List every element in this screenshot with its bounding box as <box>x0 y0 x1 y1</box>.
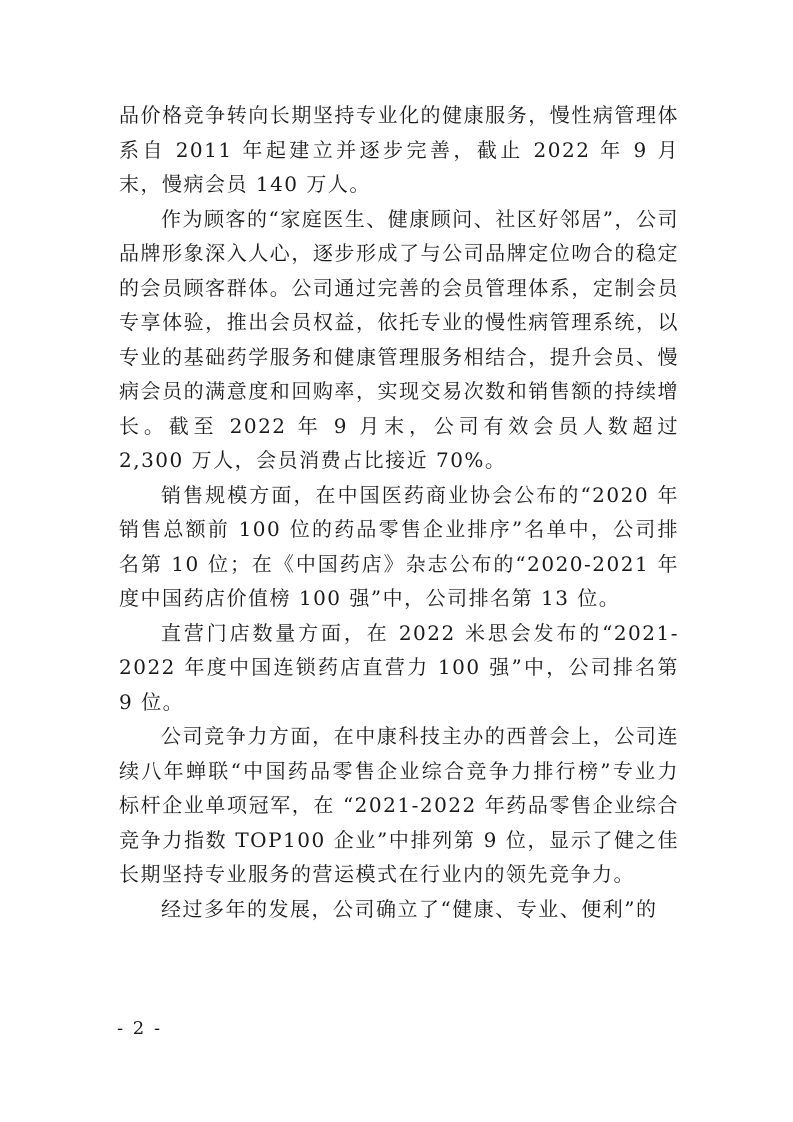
paragraph-store-count: 直营门店数量方面，在 2022 米思会发布的“2021-2022 年度中国连锁药店直营力 100 强”中，公司排名第 9 位。 <box>119 620 679 714</box>
paragraph-continuation: 品价格竞争转向长期坚持专业化的健康服务，慢性病管理体系自 2011 年起建立并逐步完善，截止 2022 年 9 月末，慢病会员 140 万人。 <box>119 103 679 196</box>
page-number: - 2 - <box>117 1018 163 1039</box>
paragraph-competitiveness: 公司竞争力方面，在中康科技主办的西普会上，公司连续八年蝉联“中国药品零售企业综合竞争力排行榜”专业力标杆企业单项冠军，在 “2021-2022 年药品零售企业综合竞争力指数 TOP100 企业”中排列第 9 位，显示了健之佳长期坚持专业服务的营运模式在行业内的领先竞争力。 <box>119 724 679 886</box>
paragraph-member-group: 作为顾客的“家庭医生、健康顾问、社区好邻居”，公司品牌形象深入人心，逐步形成了与公司品牌定位吻合的稳定的会员顾客群体。公司通过完善的会员管理体系，定制会员专享体验，推出会员权益，依托专业的慢性病管理系统，以专业的基础药学服务和健康管理服务相结合，提升会员、慢病会员的满意度和回购率，实现交易次数和销售额的持续增长。截至 2022 年 9 月末，公司有效会员人数超过 2,300 万人，会员消费占比接近 70%。 <box>119 206 679 472</box>
body-text <box>119 98 679 926</box>
paragraph-sales-scale: 销售规模方面，在中国医药商业协会公布的“2020 年销售总额前 100 位的药品零售企业排序”名单中，公司排名第 10 位；在《中国药店》杂志公布的“2020-2021 年度中国药店价值榜 100 强”中，公司排名第 13 位。 <box>119 482 679 610</box>
paragraph-development: 经过多年的发展，公司确立了“健康、专业、便利”的 <box>161 896 658 921</box>
